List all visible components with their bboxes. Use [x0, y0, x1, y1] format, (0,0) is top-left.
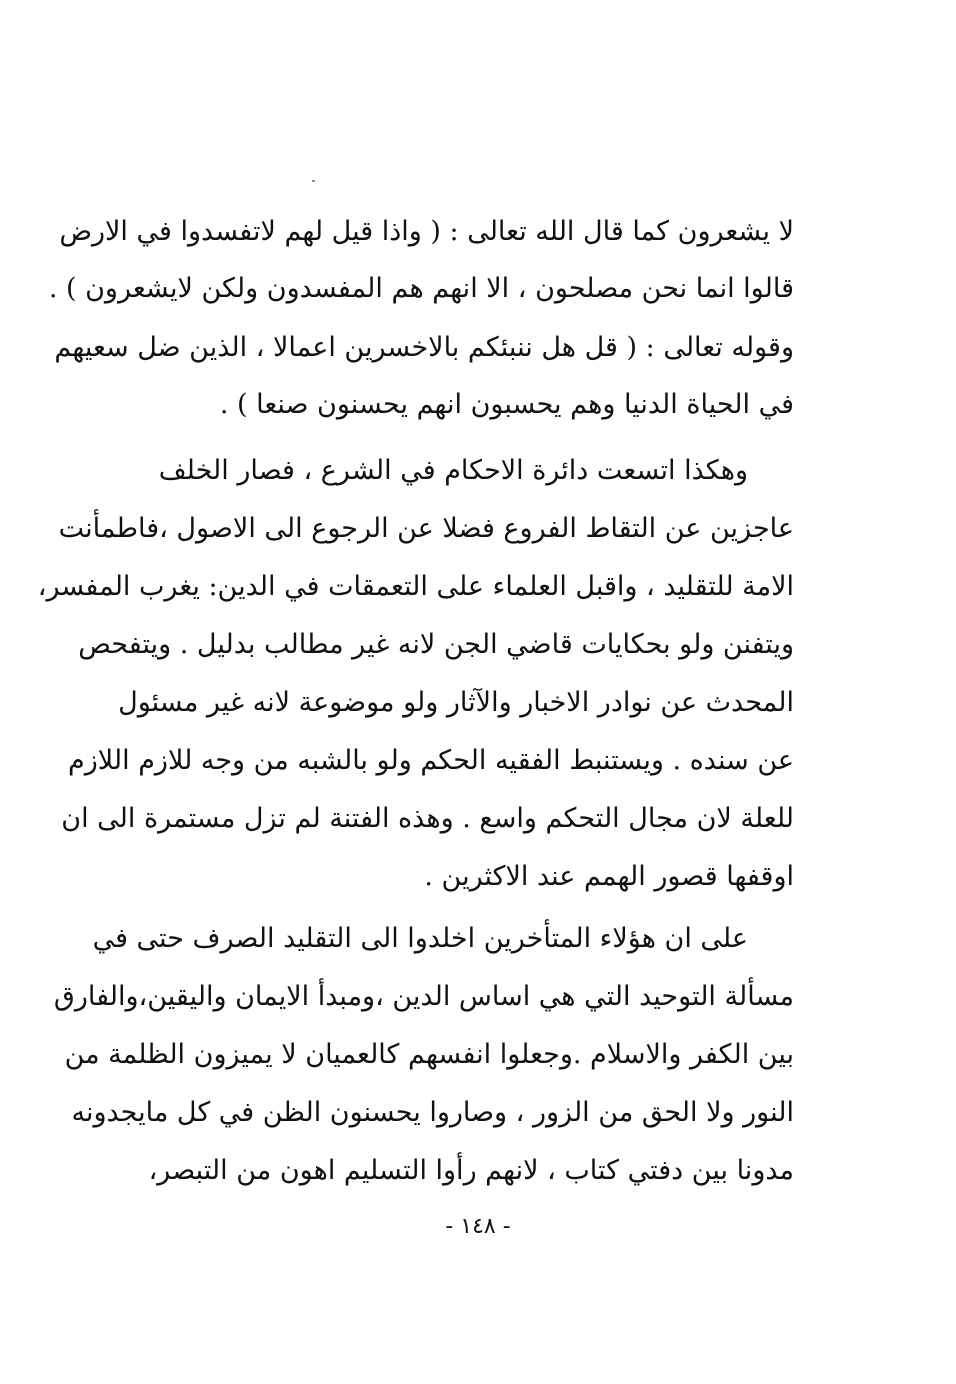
text-line-2: قالوا انما نحن مصلحون ، الا انهم هم المفسدون ولكن لايشعرون ) . [48, 273, 794, 304]
text-line-11: للعلة لان مجال التحكم واسع . وهذه الفتنة لم تزل مستمرة الى ان [61, 803, 794, 834]
text-line-10: عن سنده . ويستنبط الفقيه الحكم ولو بالشبه من وجه للازم اللازم [68, 745, 794, 776]
text-line-5: وهكذا اتسعت دائرة الاحكام في الشرع ، فصار الخلف [158, 455, 748, 486]
page-number: - ١٤٨ - [445, 1214, 511, 1239]
text-line-7: الامة للتقليد ، واقبل العلماء على التعمقات في الدين: يغرب المفسر، [37, 571, 794, 602]
text-line-6: عاجزين عن التقاط الفروع فضلا عن الرجوع الى الاصول ،فاطمأنت [58, 513, 794, 544]
text-line-9: المحدث عن نوادر الاخبار والآثار ولو موضوعة لانه غير مسئول [118, 687, 794, 718]
text-line-3: وقوله تعالى : ( قل هل ننبئكم بالاخسرين اعمالا ، الذين ضل سعيهم [54, 332, 794, 363]
text-line-17: مدونا بين دفتي كتاب ، لانهم رأوا التسليم اهون من التبصر، [148, 1155, 794, 1186]
text-line-16: النور ولا الحق من الزور ، وصاروا يحسنون الظن في كل مايجدونه [71, 1097, 794, 1128]
text-line-4: في الحياة الدنيا وهم يحسبون انهم يحسنون صنعا ) . [219, 389, 794, 420]
text-line-13: على ان هؤلاء المتأخرين اخلدوا الى التقليد الصرف حتى في [92, 923, 748, 954]
text-line-14: مسألة التوحيد التي هي اساس الدين ،ومبدأ الايمان واليقين،والفارق [53, 981, 794, 1012]
text-line-15: بين الكفر والاسلام .وجعلوا انفسهم كالعميان لا يميزون الظلمة من [64, 1039, 794, 1070]
text-line-8: ويتفنن ولو بحكايات قاضي الجن لانه غير مطالب بدليل . ويتفحص [78, 629, 794, 660]
text-line-1: لا يشعرون كما قال الله تعالى : ( واذا قيل لهم لاتفسدوا في الارض [59, 216, 794, 247]
scan-speck [312, 180, 315, 182]
text-line-12: اوقفها قصور الهمم عند الاكثرين . [424, 861, 794, 892]
